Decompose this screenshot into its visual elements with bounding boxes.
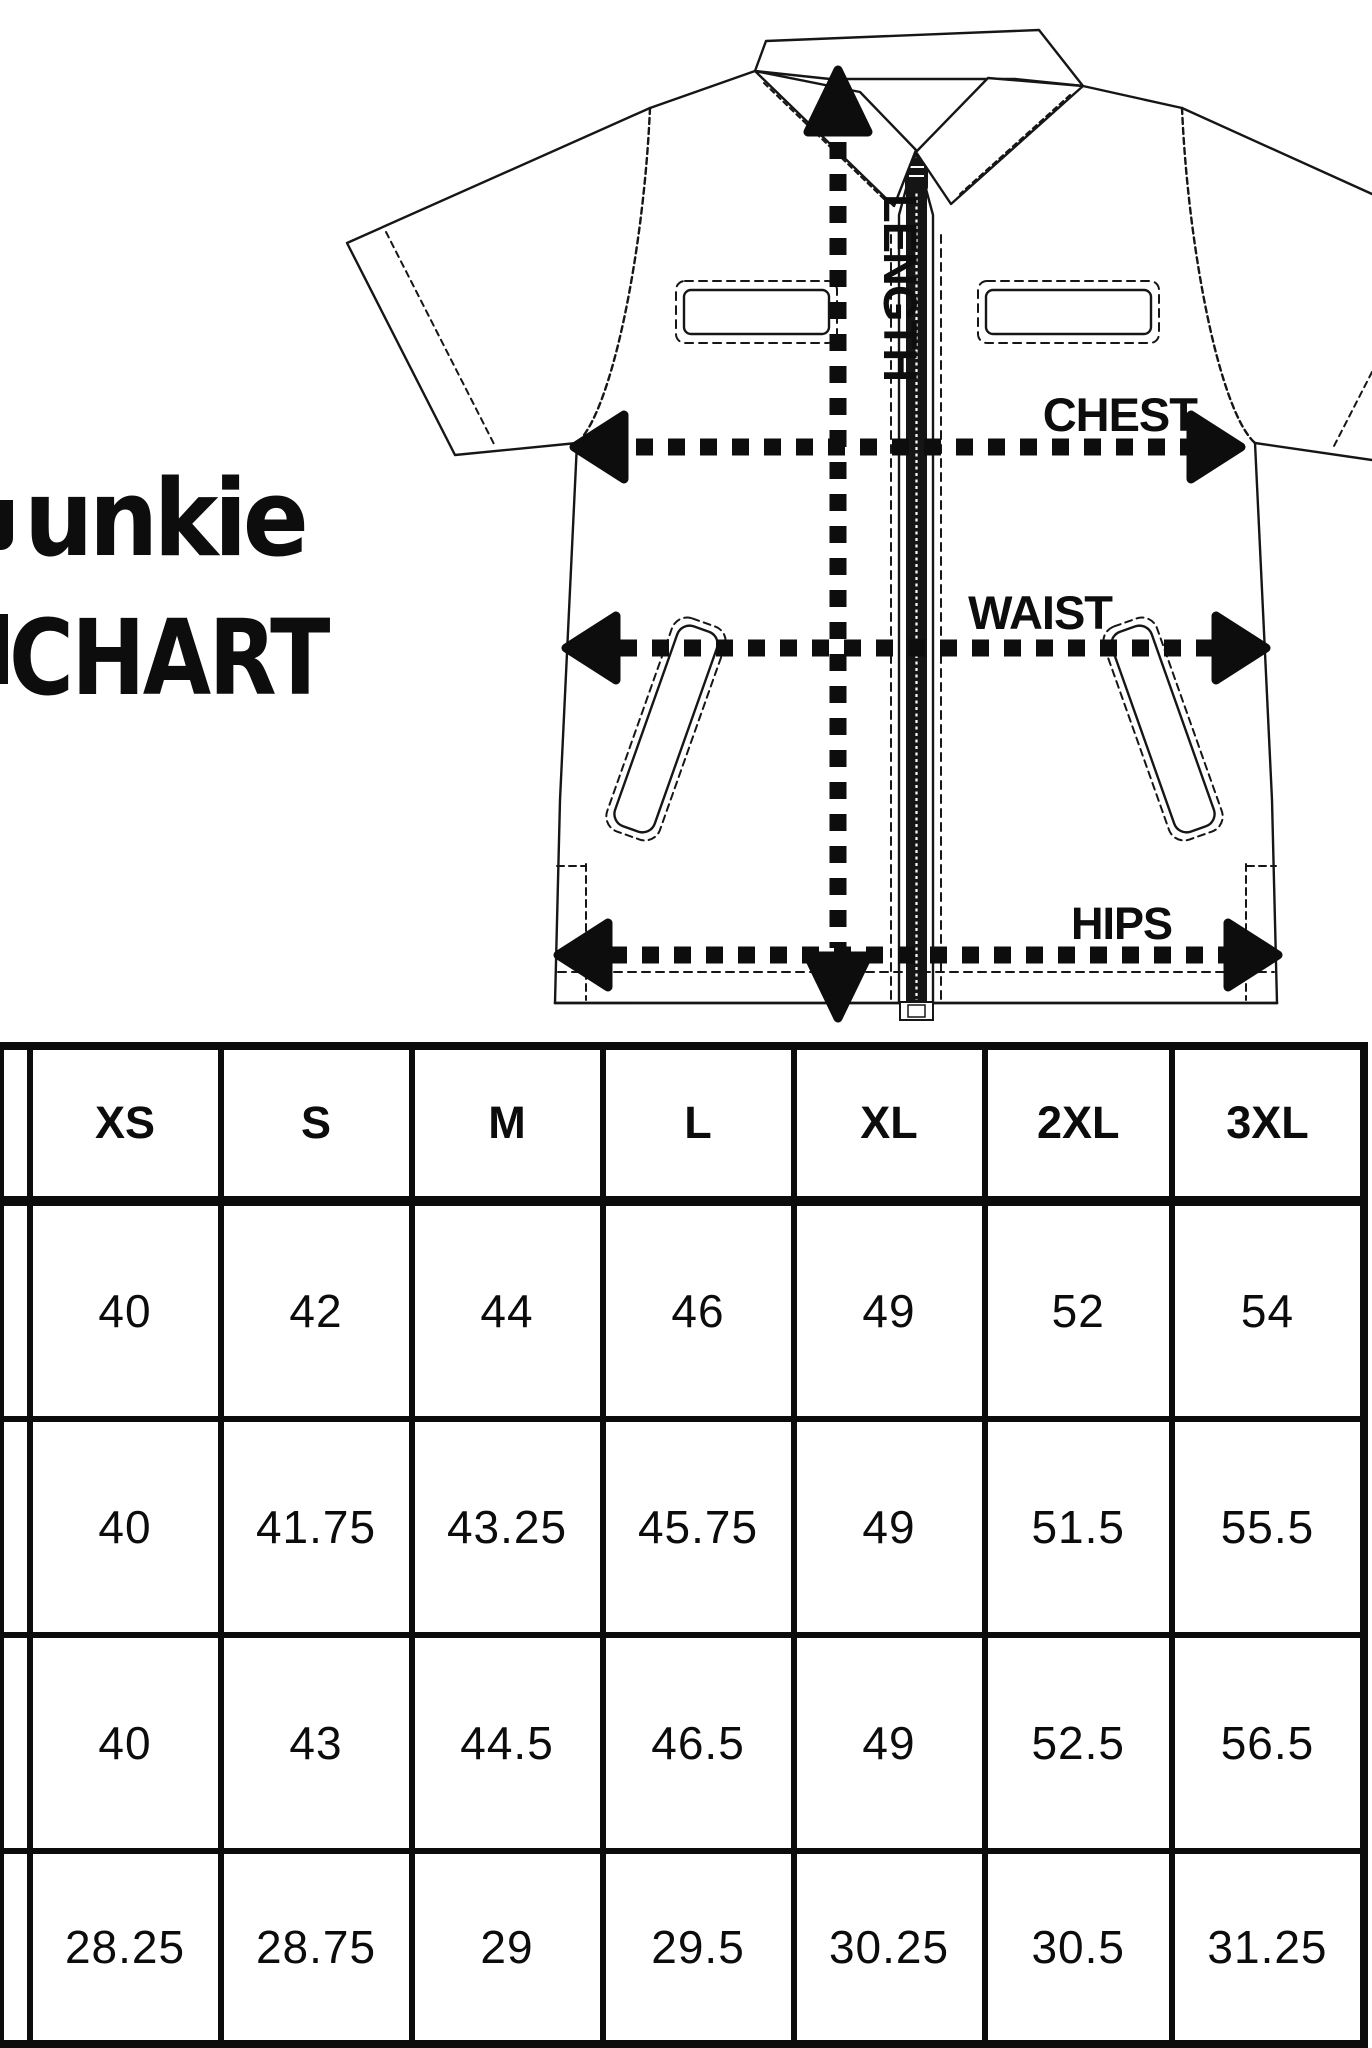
measurement-value-cell: 52.5 xyxy=(985,1635,1172,1851)
measurement-value-cell: 31.25 xyxy=(1172,1851,1364,2044)
side-vent xyxy=(1246,864,1276,1000)
measurement-value-cell: 30.25 xyxy=(794,1851,985,2044)
right-sleeve xyxy=(1182,108,1372,460)
measurement-value-cell: 49 xyxy=(794,1635,985,1851)
measurement-value-cell: 46 xyxy=(603,1201,794,1419)
measurement-value-cell: 43 xyxy=(221,1635,412,1851)
collar-right-leaf xyxy=(916,78,1083,204)
measurement-row-waist xyxy=(0,1419,1364,1635)
measurement-value-cell: 28.75 xyxy=(221,1851,412,2044)
left-chest-pocket xyxy=(684,290,829,334)
measurement-value-cell: 54 xyxy=(1172,1201,1364,1419)
page-title-partial: CHART xyxy=(9,597,328,719)
measurement-value-cell: 40 xyxy=(30,1635,221,1851)
measurement-value-cell: 40 xyxy=(30,1201,221,1419)
hips-arrow-right xyxy=(1228,923,1278,987)
shoulder-seam xyxy=(650,71,755,108)
shoulder-seam xyxy=(1083,86,1182,108)
row-label-cell-cut xyxy=(0,1201,30,1419)
measurement-row-length xyxy=(0,1851,1364,2044)
measurement-value-cell: 52 xyxy=(985,1201,1172,1419)
measurement-value-cell: 56.5 xyxy=(1172,1635,1364,1851)
body-side-seam xyxy=(1255,443,1277,1003)
armhole-seam xyxy=(577,108,650,443)
left-sleeve xyxy=(347,108,650,455)
waist-label: WAIST xyxy=(968,586,1112,639)
row-label-cell-cut xyxy=(0,1419,30,1635)
measurement-value-cell: 29.5 xyxy=(603,1851,794,2044)
chest-arrow-right xyxy=(1191,415,1241,479)
body-side-seam xyxy=(555,443,577,1003)
row-label-header-cell xyxy=(0,1046,30,1201)
measurement-value-cell: 44.5 xyxy=(412,1635,603,1851)
hips-arrow-left xyxy=(558,923,608,987)
measurement-value-cell: 46.5 xyxy=(603,1635,794,1851)
measurement-value-cell: 55.5 xyxy=(1172,1419,1364,1635)
row-label-cell-cut xyxy=(0,1851,30,2044)
measurement-value-cell: 41.75 xyxy=(221,1419,412,1635)
waist-arrow-right xyxy=(1216,616,1266,680)
measurement-value-cell: 30.5 xyxy=(985,1851,1172,2044)
side-vent xyxy=(557,864,586,1000)
measurement-value-cell: 45.75 xyxy=(603,1419,794,1635)
measurement-value-cell: 29 xyxy=(412,1851,603,2044)
length-arrow-down xyxy=(808,956,868,1018)
size-column-header-2xl: 2XL xyxy=(985,1046,1172,1201)
measurement-value-cell: 49 xyxy=(794,1419,985,1635)
waist-arrow-left xyxy=(566,616,616,680)
measurement-row-hips xyxy=(0,1635,1364,1851)
row-label-cell-cut xyxy=(0,1635,30,1851)
measurement-value-cell: 40 xyxy=(30,1419,221,1635)
chest-label: CHEST xyxy=(1042,388,1197,441)
size-column-header-l: L xyxy=(603,1046,794,1201)
brand-name-partial: unkie xyxy=(24,457,305,580)
collar-band xyxy=(755,30,1083,86)
size-column-header-3xl: 3XL xyxy=(1172,1046,1364,1201)
size-column-header-xs: XS xyxy=(30,1046,221,1201)
size-header-row xyxy=(0,1046,1364,1201)
measurement-value-cell: 49 xyxy=(794,1201,985,1419)
right-cuff-stitch xyxy=(1333,372,1372,448)
measurement-row-chest xyxy=(0,1201,1364,1419)
length-label: LENGTH xyxy=(874,194,927,382)
right-chest-pocket xyxy=(986,290,1151,334)
chest-arrow-left xyxy=(574,415,624,479)
measurement-value-cell: 51.5 xyxy=(985,1419,1172,1635)
size-column-header-xl: XL xyxy=(794,1046,985,1201)
size-chart-table xyxy=(0,1042,1368,2048)
hips-label: HIPS xyxy=(1070,898,1172,949)
size-column-header-m: M xyxy=(412,1046,603,1201)
size-column-header-s: S xyxy=(221,1046,412,1201)
measurement-value-cell: 44 xyxy=(412,1201,603,1419)
left-cuff-stitch xyxy=(386,232,494,444)
measurement-value-cell: 28.25 xyxy=(30,1851,221,2044)
measurement-value-cell: 43.25 xyxy=(412,1419,603,1635)
measurement-value-cell: 42 xyxy=(221,1201,412,1419)
